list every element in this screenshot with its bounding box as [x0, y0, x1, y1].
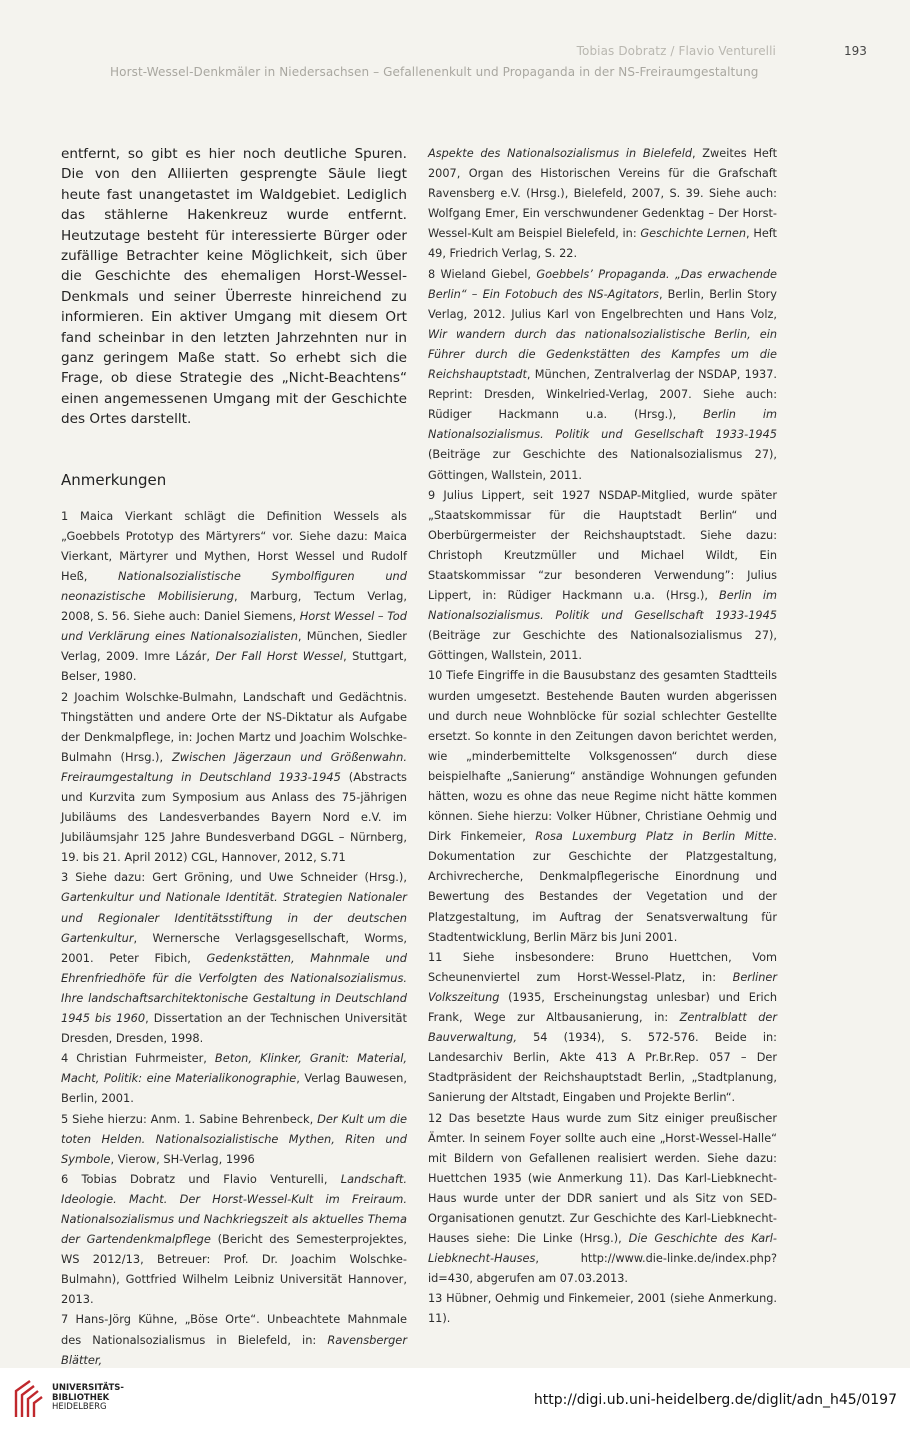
library-name [52, 1384, 124, 1413]
permalink-url[interactable]: http://digi.ub.uni-heidelberg.de/diglit/adn_h45/0197 [533, 1392, 897, 1408]
italic-title: Ravensberger Blätter, [61, 1332, 407, 1367]
footnote-3: 3 Siehe dazu: Gert Gröning, und Uwe Schneider (Hrsg.), Gartenkultur und Nationale Identität. Strategien Nationaler und Regionaler Identitätsstiftung in der deutschen Gartenkultur, Wernersche Verlagsgesellschaft, Worms, 2001. Peter Fibich, Gedenkstätten, Mahnmale und Ehrenfriedhöfe für die Verfolgten des Nationalsozialismus. Ihre landschaftsarchitektonische Gestaltung in Deutschland 1945 bis 1960, Dissertation an der Technischen Universität Dresden, Dresden, 1998. [61, 870, 407, 1046]
running-header-title: Horst-Wessel-Denkmäler in Niedersachsen – Gefallenenkult und Propaganda in der NS-Freiraumgestaltung [110, 65, 759, 79]
italic-title: Der Fall Horst Wessel [215, 649, 344, 664]
footnote-7-continued: Aspekte des Nationalsozialismus in Bielefeld, Zweites Heft 2007, Organ des Historischen Vereins für die Grafschaft Ravensberg e.V. (Hrsg.), Bielefeld, 2007, S. 39. Siehe auch: Wolfgang Emer, Ein verschwundener Gedenktag – Der Horst-Wessel-Kult am Beispiel Bielefeld, in: Geschichte Lernen, Heft 49, Friedrich Verlag, S. 22. [428, 147, 777, 261]
footnote-10: 10 Tiefe Eingriffe in die Bausubstanz des gesamten Stadtteils wurden umgesetzt. Bestehende Bauten wurden abgerissen und durch neue Wohnblöcke für sozial schlechter Gestellte ersetzt. So konnte in den Zeitungen davon berichtet werden, wie „minderbemittelte Volksgenossen“ durch diese beispielhafte „Sanierung“ anständige Wohnungen gefunden hätten, wozu es ohne das neue Regime nicht hätte kommen können. Siehe hierzu: Volker Hübner, Christiane Oehmig und Dirk Finkemeier, Rosa Luxemburg Platz in Berlin Mitte. Dokumentation zur Geschichte der Platzgestaltung, Archivrecherche, Denkmalpflegerische Einordnung und Bewertung des Bestandes der Vegetation und der Platzgestaltung, im Auftrag der Senatsverwaltung für Stadtentwicklung, Berlin März bis Juni 2001. [428, 669, 777, 944]
footnote-8: 8 Wieland Giebel, Goebbels’ Propaganda. „Das erwachende Berlin“ – Ein Fotobuch des NS-Agitators, Berlin, Berlin Story Verlag, 2012. Julius Karl von Engelbrechten und Hans Volz, Wir wandern durch das nationalsozialistische Berlin, ein Führer durch die Gedenkstätten des Kampfes um die Reichshauptstadt, München, Zentralverlag der NSDAP, 1937. Reprint: Dresden, Winkelried-Verlag, 2007. Siehe auch: Rüdiger Hackmann u.a. (Hrsg.), Berlin im Nationalsozialismus. Politik und Gesellschaft 1933-1945 (Beiträge zur Geschichte des Nationalsozialismus 27), Göttingen, Wallstein, 2011. [428, 267, 778, 482]
footnote-2: 2 Joachim Wolschke-Bulmahn, Landschaft und Gedächtnis. Thingstätten und andere Orte der NS-Diktatur als Aufgabe der Denkmalpflege, in: Jochen Martz und Joachim Wolschke-Bulmahn (Hrsg.), Zwischen Jägerzaun und Größenwahn. Freiraumgestaltung in Deutschland 1933-1945 (Abstracts und Kurzvita zum Symposium aus Anlass des 75-jährigen Jubiläums des Landesverbandes Bayern Nord e.V. im Jubiläumsjahr 125 Jahre Bundesverband DGGL – Nürnberg, 19. bis 21. April 2012) CGL, Hannover, 2012, S.71 [61, 689, 407, 865]
italic-title: Wir wandern durch das nationalsozialistische Berlin, ein Führer durch die Gedenkstätten des Kampfes um die Reichshauptstadt [428, 327, 777, 382]
italic-title: Berlin im Nationalsozialismus. Politik und Gesellschaft 1933-1945 [428, 408, 777, 442]
footnote-9: 9 Julius Lippert, seit 1927 NSDAP-Mitglied, wurde später „Staatskommissar für die Hauptstadt Berlin“ und Oberbürgermeister der Reichshauptstadt. Siehe dazu: Christoph Kreutzmüller und Michael Wildt, Ein Staatskommissar “zur besonderen Verwendung”: Julius Lippert, in: Rüdiger Hackmann u.a. (Hrsg.), Berlin im Nationalsozialismus. Politik und Gesellschaft 1933-1945 (Beiträge zur Geschichte des Nationalsozialismus 27), Göttingen, Wallstein, 2011. [428, 488, 777, 663]
library-name-line-2: BIBLIOTHEK [52, 1392, 110, 1403]
italic-title: Horst Wessel – Tod und Verklärung eines Nationalsozialisten [61, 609, 407, 644]
right-column [428, 144, 777, 1330]
italic-title: Landschaft. Ideologie. Macht. Der Horst-Wessel-Kult im Freiraum. Nationalsozialismus und Nachkriegszeit als aktuelles Thema der Gartendenkmalpflege [61, 1171, 407, 1247]
section-heading: Anmerkungen [61, 470, 167, 489]
italic-title: Aspekte des Nationalsozialismus in Bielefeld [428, 147, 693, 160]
footer-bar [0, 1368, 910, 1432]
footnote-7: 7 Hans-Jörg Kühne, „Böse Orte“. Unbeachtete Mahnmale des Nationalsozialismus in Bielefeld, in: Ravensberger Blätter, [61, 1312, 407, 1367]
italic-title: Der Kult um die toten Helden. Nationalsozialistische Mythen, Riten und Symbole [61, 1111, 407, 1166]
logo-mark [16, 1381, 42, 1417]
italic-title: Beton, Klinker, Granit: Material, Macht, Politik: eine Materialikonographie [61, 1051, 407, 1086]
italic-title: Zentralblatt der Bauverwaltung, [428, 1011, 777, 1045]
library-name-line-3: HEIDELBERG [52, 1402, 107, 1412]
running-header-authors: Tobias Dobratz / Flavio Venturelli [576, 44, 776, 58]
italic-title: Zwischen Jägerzaun und Größenwahn. Freiraumgestaltung in Deutschland 1933-1945 [61, 749, 407, 784]
italic-title: Rosa Luxemburg Platz in Berlin Mitte [535, 830, 774, 844]
footnote-12: 12 Das besetzte Haus wurde zum Sitz einiger preußischer Ämter. In seinem Foyer sollte auch eine „Horst-Wessel-Halle“ mit Bildern von Gefallenen realisiert werden. Siehe dazu: Huettchen 1935 (wie Anmerkung 11). Das Karl-Liebknecht-Haus wurde unter der DDR saniert und als Sitz von SED-Organisationen genutzt. Zur Geschichte des Karl-Liebknecht-Hauses siehe: Die Linke (Hrsg.), Die Geschichte des Karl-Liebknecht-Hauses, http://www.die-linke.de/index.php?id=430, abgerufen am 07.03.2013. [428, 1111, 777, 1286]
italic-title: Berliner Volkszeitung [428, 970, 777, 1004]
italic-title: Goebbels’ Propaganda. „Das erwachende Berlin“ – Ein Fotobuch des NS-Agitators [428, 267, 778, 301]
italic-title: Gartenkultur und Nationale Identität. Strategien Nationaler und Regionaler Identitätsstiftung in der deutschen Gartenkultur [61, 890, 407, 945]
page-number: 193 [844, 44, 867, 58]
footnote-1: 1 Maica Vierkant schlägt die Definition Wessels als „Goebbels Prototyp des Märtyrers“ vor. Siehe dazu: Maica Vierkant, Märtyrer und Mythen, Horst Wessel und Rudolf Heß, Nationalsozialistische Symbolfiguren und neonazistische Mobilisierung, Marburg, Tectum Verlag, 2008, S. 56. Siehe auch: Daniel Siemens, Horst Wessel – Tod und Verklärung eines Nationalsozialisten, München, Siedler Verlag, 2009. Imre Lázár, Der Fall Horst Wessel, Stuttgart, Belser, 1980. [61, 508, 407, 684]
footnote-11: 11 Siehe insbesondere: Bruno Huettchen, Vom Scheunenviertel zum Horst-Wessel-Platz, in: Berliner Volkszeitung (1935, Erscheinungstag unlesbar) und Erich Frank, Wege zur Altbausanierung, in: Zentralblatt der Bauverwaltung, 54 (1934), S. 572-576. Beide in: Landesarchiv Berlin, Akte 413 A Pr.Br.Rep. 057 – Der Stadtpräsident der Reichshauptstadt Berlin, „Stadtplanung, Sanierung der Altstadt, Eingaben und Projekte Berlin“. [428, 950, 777, 1105]
italic-title: Gedenkstätten, Mahnmale und Ehrenfriedhöfe für die Verfolgten des Nationalsozialismus. Ihre landschaftsarchitektonische Gestaltung in Deutschland 1945 bis 1960 [61, 950, 407, 1026]
library-name-line-1: UNIVERSITÄTS- [52, 1383, 124, 1393]
italic-title: Nationalsozialistische Symbolfiguren und neonazistische Mobilisierung [61, 568, 407, 604]
footnote-6: 6 Tobias Dobratz und Flavio Venturelli, Landschaft. Ideologie. Macht. Der Horst-Wessel-Kult im Freiraum. Nationalsozialismus und Nachkriegszeit als aktuelles Thema der Gartendenkmalpflege (Bericht des Semesterprojektes, WS 2012/13, Betreuer: Prof. Dr. Joachim Wolschke-Bulmahn), Gottfried Wilhelm Leibniz Universität Hannover, 2013. [61, 1171, 407, 1307]
university-library-logo[interactable] [10, 1377, 48, 1421]
italic-title: Geschichte Lernen [640, 227, 747, 241]
footnote-5: 5 Siehe hierzu: Anm. 1. Sabine Behrenbeck, Der Kult um die toten Helden. Nationalsozialistische Mythen, Riten und Symbole, Vierow, SH-Verlag, 1996 [61, 1111, 407, 1166]
italic-title: Die Geschichte des Karl-Liebknecht-Hauses [428, 1232, 777, 1266]
body-paragraph: entfernt, so gibt es hier noch deutliche Spuren. Die von den Alliierten gesprengte Säule liegt heute fast unangetastet im Waldgebiet. Lediglich das stählerne Hakenkreuz wurde entfernt. Heutzutage besteht für interessierte Bürger oder zufällige Betrachter keine Möglichkeit, sich über die Geschichte des ehemaligen Horst-Wessel-Denkmals und seiner Überreste hinreichend zu informieren. Ein aktiver Umgang mit diesem Ort fand scheinbar in den letzten Jahrzehnten nur in ganz geringem Maße statt. So erhebt sich die Frage, ob diese Strategie des „Nicht-Beachtens“ einen angemessenen Umgang mit der Geschichte des Ortes darstellt. [61, 146, 407, 428]
left-column [61, 144, 407, 1370]
italic-title: Berlin im Nationalsozialismus. Politik und Gesellschaft 1933-1945 [428, 589, 777, 623]
footnote-13: 13 Hübner, Oehmig und Finkemeier, 2001 (siehe Anmerkung. 11). [428, 1292, 777, 1326]
footnote-4: 4 Christian Fuhrmeister, Beton, Klinker, Granit: Material, Macht, Politik: eine Materialikonographie, Verlag Bauwesen, Berlin, 2001. [61, 1051, 407, 1106]
